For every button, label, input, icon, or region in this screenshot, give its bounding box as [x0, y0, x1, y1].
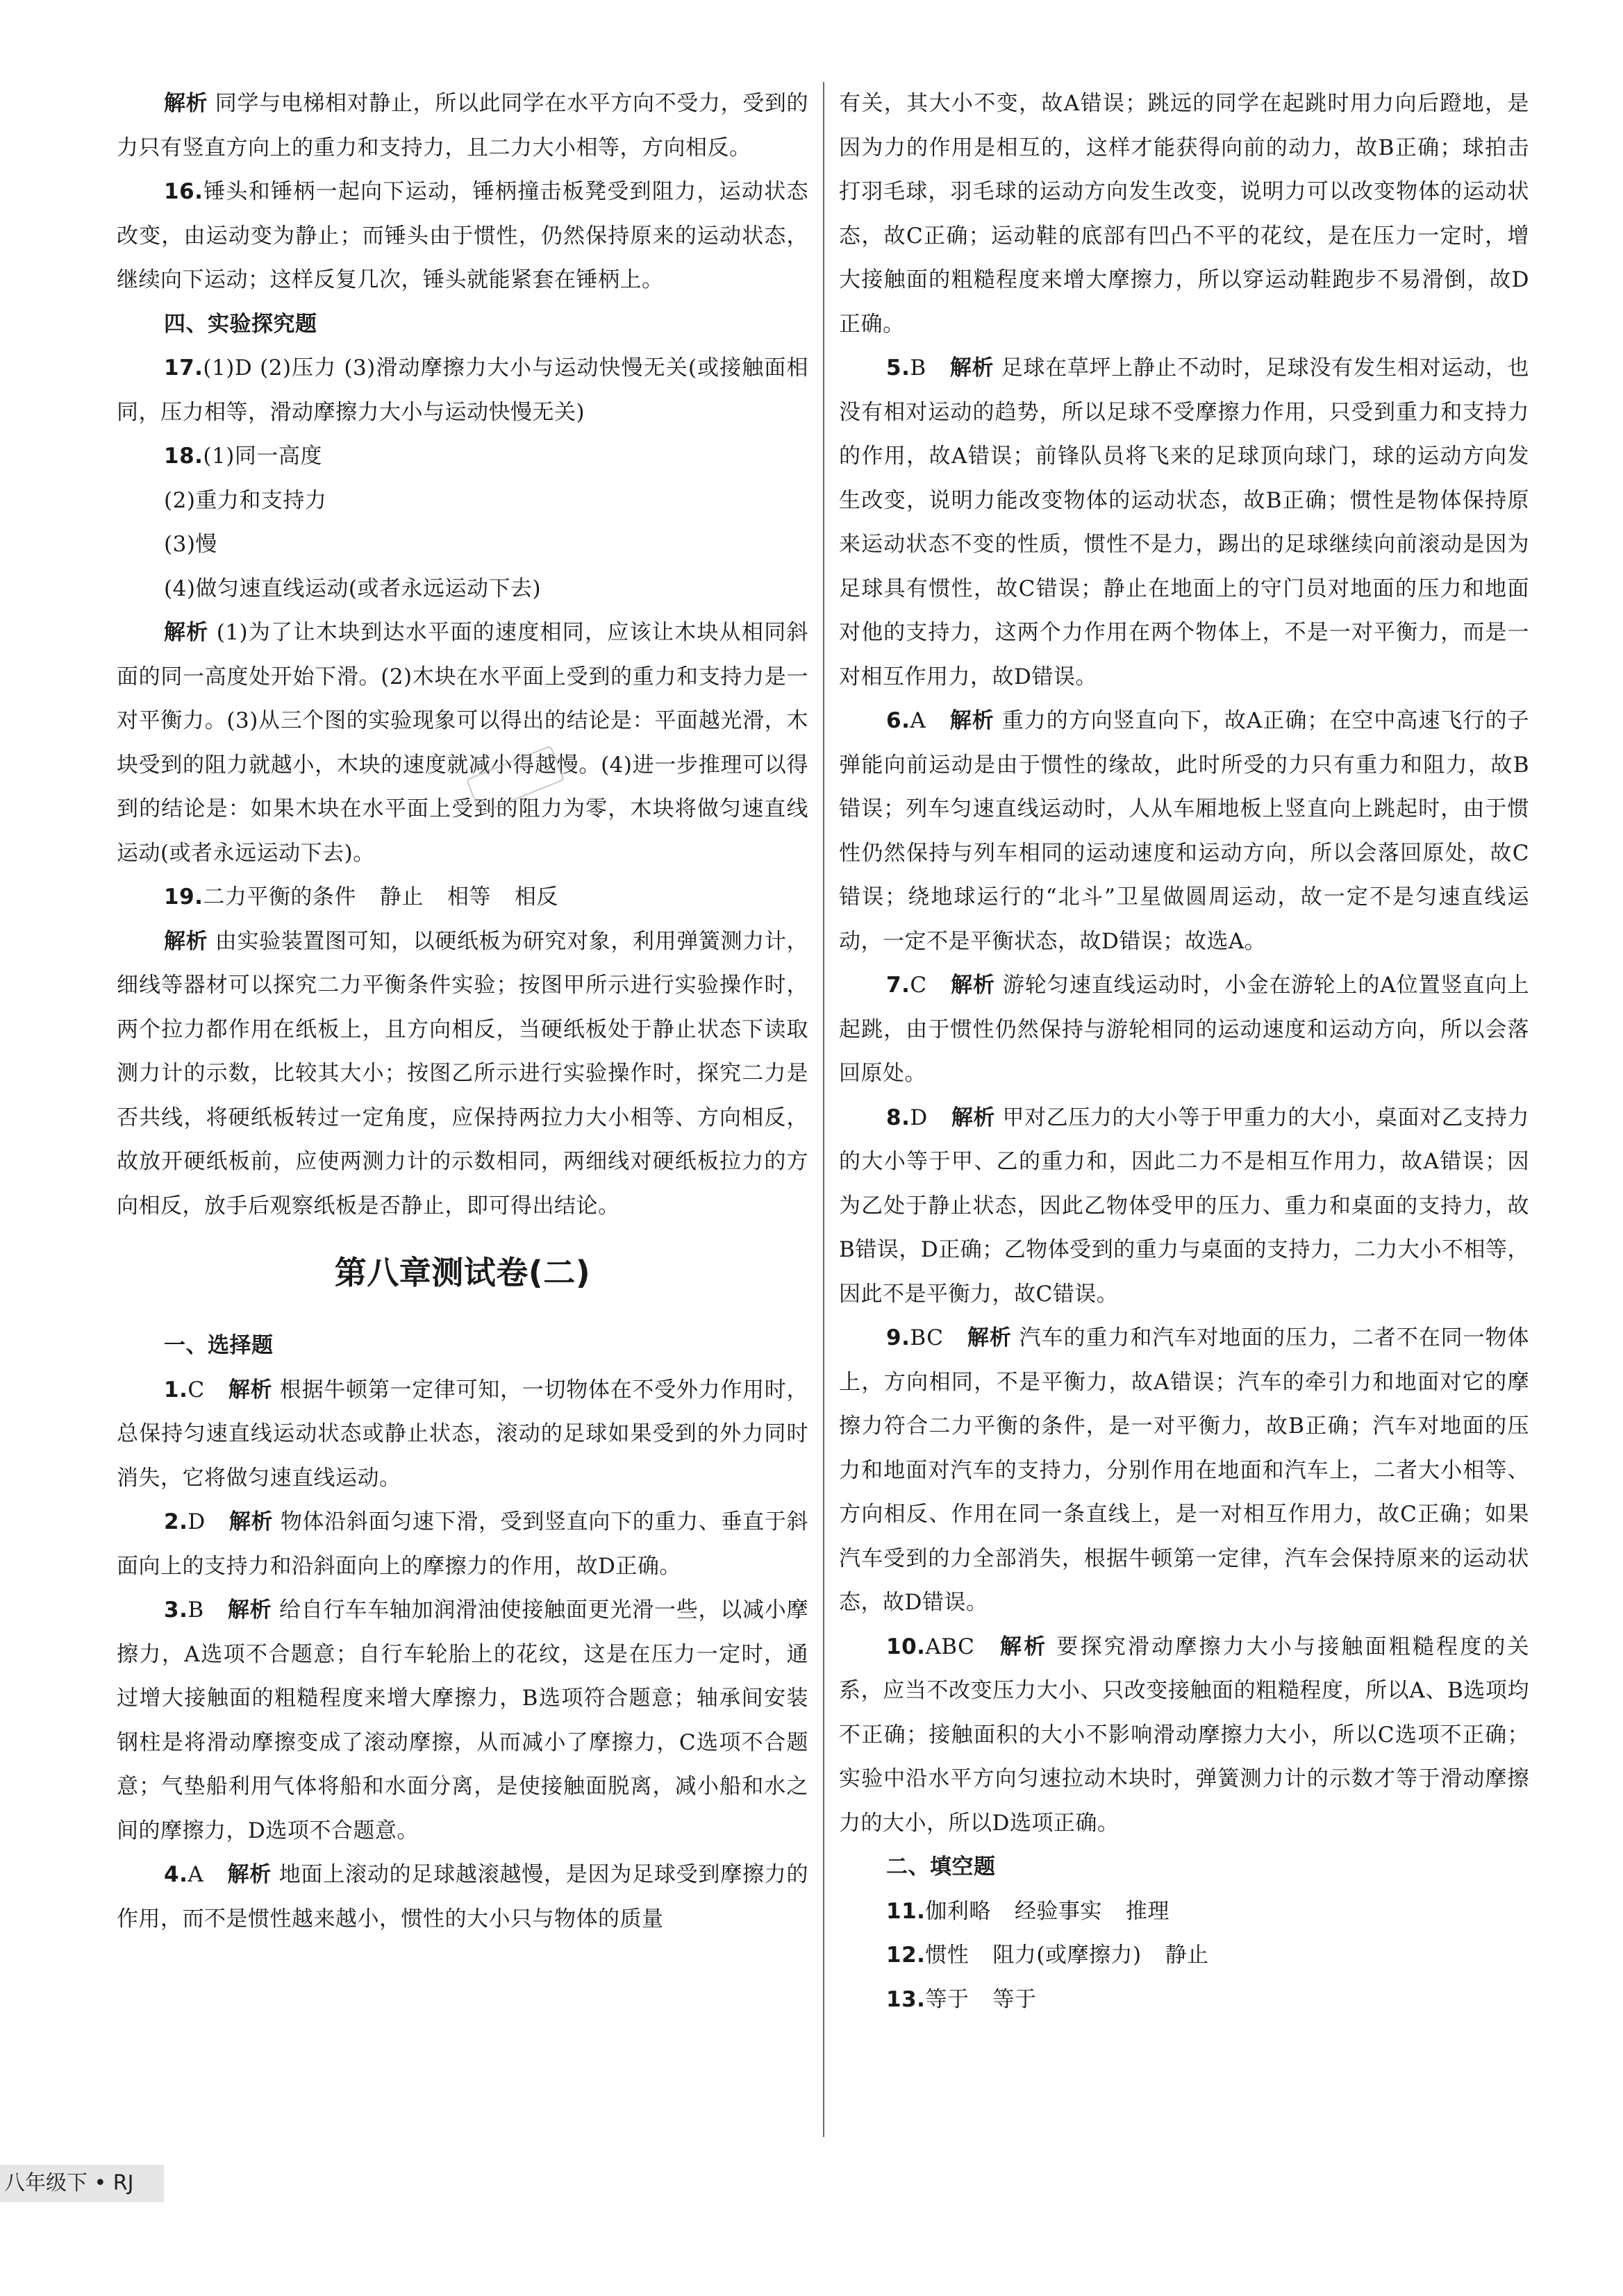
section-heading-choice: 一、选择题	[164, 1333, 274, 1358]
answer-q18-1: 18.(1)同一高度	[164, 444, 322, 469]
answer-q16: 16.锤头和锤柄一起向下运动，锤柄撞击板凳受到阻力，运动状态改变，由运动变为静止；而锤头由于惯性，仍然保持原来的运动状态，继续向下运动；这样反复几次，锤头就能紧套在锤柄上。	[117, 179, 808, 292]
answer-12: 12.惯性 阻力(或摩擦力) 静止	[886, 1943, 1209, 1968]
answer-q18-4: (4)做匀速直线运动(或者永远运动下去)	[164, 576, 542, 601]
answer-3: 3.B 解析 给自行车车轴加润滑油使接触面更光滑一些，以减小摩擦力，A选项不合题意；自行车轮胎上的花纹，这是在压力一定时，通过增大接触面的粗糙程度来增大摩擦力，B选项符合题意；轴承间安装钢柱是将滑动摩擦变成了滚动摩擦，从而减小了摩擦力，C选项不合题意；气垫船利用气体将船和水面分离，是使接触面脱离，减小船和水之间的摩擦力，D选项不合题意。	[117, 1598, 809, 1843]
analysis-q18: 解析 (1)为了让木块到达水平面的速度相同，应该让木块从相同斜面的同一高度处开始下滑。(2)木块在水平面上受到的重力和支持力是一对平衡力。(3)从三个图的实验现象可以得出的结论是：平面越光滑，木块受到的阻力就越小，木块的速度就减小得越慢。(4)进一步推理可以得到的结论是：如果木块在水平面上受到的阻力为零，木块将做匀速直线运动(或者永远运动下去)。	[117, 620, 809, 866]
answer-q18-3: (3)慢	[164, 532, 217, 557]
answer-13: 13.等于 等于	[886, 1986, 1037, 2012]
answer-q18-2: (2)重力和支持力	[164, 487, 327, 513]
answer-5: 5.B 解析 足球在草坪上静止不动时，足球没有发生相对运动，也没有相对运动的趋势，所以足球不受摩擦力作用，只受到重力和支持力的作用，故A错误；前锋队员将飞来的足球顶向球门，球的运动方向发生改变，说明力能改变物体的运动状态，故B正确；惯性是物体保持原来运动状态不变的性质，惯性不是力，踢出的足球继续向前滚动是因为足球具有惯性，故C错误；静止在地面上的守门员对地面的压力和地面对他的支持力，这两个力作用在两个物体上，不是一对平衡力，而是一对相互作用力，故D错误。	[839, 355, 1530, 689]
answer-9: 9.BC 解析 汽车的重力和汽车对地面的压力，二者不在同一物体上，方向相同，不是平衡力，故A错误；汽车的牵引力和地面对它的摩擦力符合二力平衡的条件，是一对平衡力，故B正确；汽车对地面的压力和地面对汽车的支持力，分别作用在地面和汽车上，二者大小相等、方向相反、作用在同一条直线上，是一对相互作用力，故C正确；如果汽车受到的力全部消失，根据牛顿第一定律，汽车会保持原来的运动状态，故D错误。	[839, 1325, 1530, 1615]
analysis-q19: 解析 由实验装置图可知，以硬纸板为研究对象，利用弹簧测力计，细线等器材可以探究二力平衡条件实验；按图甲所示进行实验操作时，两个拉力都作用在纸板上，且方向相反，当硬纸板处于静止状态下读取测力计的示数，比较其大小；按图乙所示进行实验操作时，探究二力是否共线，将硬纸板转过一定角度，应保持两拉力大小相等、方向相反，故放开硬纸板前，应使两测力计的示数相同，两细线对硬纸板拉力的方向相反，放手后观察纸板是否静止，即可得出结论。	[117, 928, 809, 1218]
section-heading-fill: 二、填空题	[886, 1854, 996, 1879]
analysis-q15: 解析 同学与电梯相对静止，所以此同学在水平方向不受力，受到的力只有竖直方向上的重力和支持力，且二力大小相等，方向相反。	[117, 91, 809, 160]
answer-8: 8.D 解析 甲对乙压力的大小等于甲重力的大小，桌面对乙支持力的大小等于甲、乙的重力和，因此二力不是相互作用力，故A错误；因为乙处于静止状态，因此乙物体受甲的压力、重力和桌面的支持力，故B错误，D正确；乙物体受到的重力与桌面的支持力，二力大小不相等，因此不是平衡力，故C错误。	[839, 1105, 1530, 1307]
answer-q17: 17.(1)D (2)压力 (3)滑动摩擦力大小与运动快慢无关(或接触面相同，压力相等，滑动摩擦力大小与运动快慢无关)	[117, 355, 808, 425]
answer-4-continued: 有关，其大小不变，故A错误；跳远的同学在起跳时用力向后蹬地，是因为力的作用是相互的，这样才能获得向前的动力，故B正确；球拍击打羽毛球，羽毛球的运动方向发生改变，说明力可以改变物体的运动状态，故C正确；运动鞋的底部有凹凸不平的花纹，是在压力一定时，增大接触面的粗糙程度来增大摩擦力，所以穿运动鞋跑步不易滑倒，故D正确。	[839, 91, 1529, 337]
answer-q19: 19.二力平衡的条件 静止 相等 相反	[164, 885, 558, 910]
page-footer: 八年级下 • RJ	[0, 2165, 164, 2202]
column-divider	[823, 82, 824, 2137]
answer-10: 10.ABC 解析 要探究滑动摩擦力大小与接触面粗糙程度的关系，应当不改变压力大小、只改变接触面的粗糙程度，所以A、B选项均不正确；接触面积的大小不影响滑动摩擦力大小，所以C选项不正确；实验中沿水平方向匀速拉动木块时，弹簧测力计的示数才等于滑动摩擦力的大小，所以D选项正确。	[839, 1634, 1530, 1836]
answer-2: 2.D 解析 物体沿斜面匀速下滑，受到竖直向下的重力、垂直于斜面向上的支持力和沿斜面向上的摩擦力的作用，故D正确。	[117, 1509, 809, 1579]
answer-1: 1.C 解析 根据牛顿第一定律可知，一切物体在不受外力作用时，总保持匀速直线运动状态或静止状态，滚动的足球如果受到的外力同时消失，它将做匀速直线运动。	[117, 1377, 808, 1491]
right-column	[839, 82, 1529, 2022]
chapter-title: 第八章测试卷(二)	[334, 1254, 591, 1291]
answer-11: 11.伽利略 经验事实 推理	[886, 1898, 1170, 1924]
answer-7: 7.C 解析 游轮匀速直线运动时，小金在游轮上的A位置竖直向上起跳，由于惯性仍然保持与游轮相同的运动速度和运动方向，所以会落回原处。	[839, 973, 1529, 1086]
left-column	[117, 82, 808, 1941]
answer-6: 6.A 解析 重力的方向竖直向下，故A正确；在空中高速飞行的子弹能向前运动是由于惯性的缘故，此时所受的力只有重力和阻力，故B错误；列车匀速直线运动时，人从车厢地板上竖直向上跳起时，由于惯性仍然保持与列车相同的运动速度和运动方向，所以会落回原处，故C错误；绕地球运行的“北斗”卫星做圆周运动，故一定不是匀速直线运动，一定不是平衡状态，故D错误；故选A。	[839, 708, 1529, 954]
answer-4: 4.A 解析 地面上滚动的足球越滚越慢，是因为足球受到摩擦力的作用，而不是惯性越来越小，惯性的大小只与物体的质量	[117, 1862, 809, 1932]
section-heading-experiment: 四、实验探究题	[164, 311, 317, 337]
